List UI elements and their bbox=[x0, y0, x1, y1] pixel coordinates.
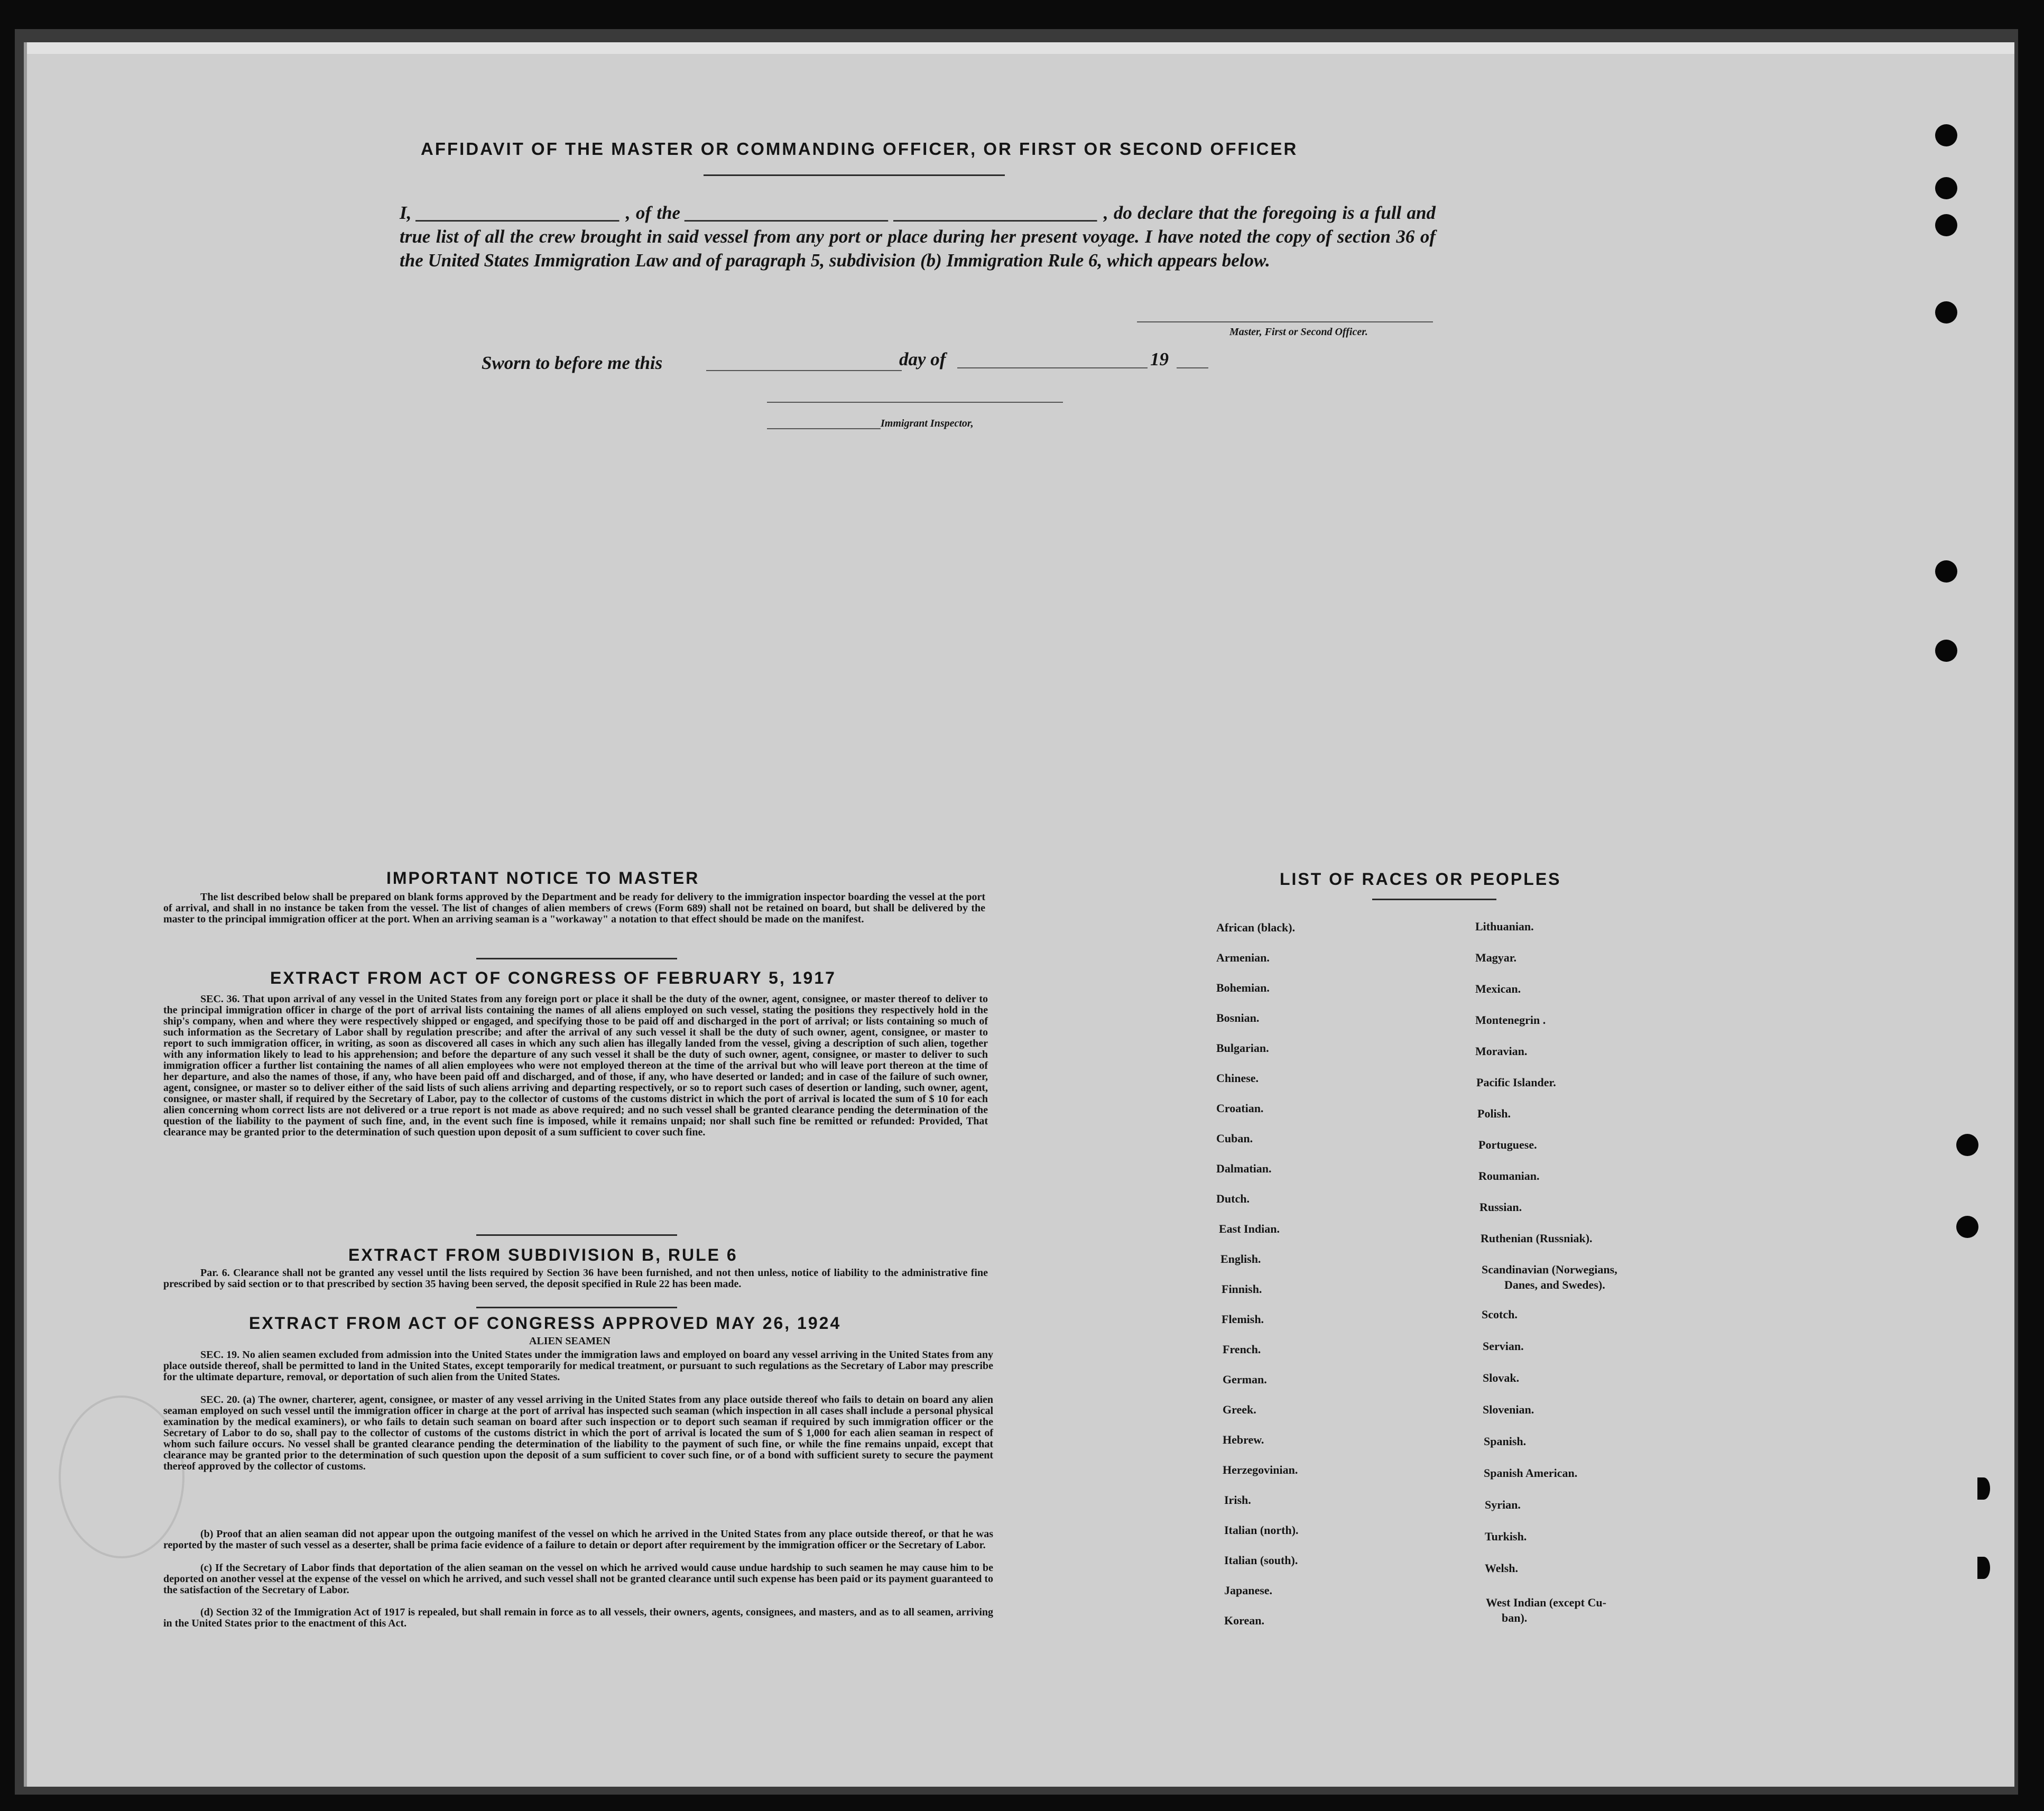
sworn-year-line bbox=[1177, 367, 1208, 368]
document-page bbox=[24, 42, 2014, 1787]
day-of-text: day of bbox=[899, 349, 946, 369]
race-item: Scotch. bbox=[1482, 1308, 1518, 1321]
race-item: Scandinavian (Norwegians, bbox=[1482, 1263, 1617, 1276]
extract-1924-subtitle: ALIEN SEAMEN bbox=[529, 1335, 611, 1347]
notice-title: IMPORTANT NOTICE TO MASTER bbox=[386, 868, 700, 888]
race-item: ban). bbox=[1502, 1611, 1528, 1624]
race-item: Danes, and Swedes). bbox=[1504, 1278, 1605, 1291]
race-item: Spanish American. bbox=[1484, 1466, 1578, 1480]
race-item: Moravian. bbox=[1475, 1045, 1528, 1058]
race-item: Mexican. bbox=[1475, 982, 1521, 995]
notice-rule bbox=[476, 958, 677, 959]
page-top-edge bbox=[27, 42, 2014, 54]
races-title: LIST OF RACES OR PEOPLES bbox=[1280, 870, 1561, 889]
inspector-label: Immigrant Inspector, bbox=[881, 418, 974, 429]
extract-1917-rule bbox=[476, 1234, 677, 1236]
affidavit-declaration: I, ______________________ , of the ______________________ ______________________ , do declare that the foregoing is a full and true list of all the crew brought in said vessel from any port or place during her present voyage. I have noted the copy of section 36 of the United States Immigration Law and of paragraph 5, subdivision (b) Immigration Rule 6, which appears below. bbox=[400, 202, 1436, 271]
race-item: Spanish. bbox=[1484, 1435, 1527, 1448]
race-item: Finnish. bbox=[1222, 1282, 1262, 1296]
year-prefix: 19 bbox=[1150, 349, 1169, 369]
race-item: African (black). bbox=[1216, 921, 1296, 934]
extract-rule6-rule bbox=[476, 1307, 677, 1308]
race-item: Italian (south). bbox=[1224, 1554, 1298, 1567]
race-item: Bosnian. bbox=[1216, 1011, 1260, 1024]
race-item: Magyar. bbox=[1475, 951, 1517, 964]
race-item: Cuban. bbox=[1216, 1132, 1253, 1145]
extract-rule6-title: EXTRACT FROM SUBDIVISION B, RULE 6 bbox=[348, 1245, 738, 1264]
race-item: Bulgarian. bbox=[1216, 1041, 1269, 1055]
binder-hole bbox=[1935, 214, 1957, 236]
sworn-text: Sworn to before me this bbox=[482, 353, 663, 373]
extract-1924-sec19: SEC. 19. No alien seamen excluded from admission into the United States under the immigration laws and employed on board any vessel arriving in the United States from any place outside thereof, shall be permitted to land in the United States, except temporarily for medical treatment, or pursuant to such regulations as the Secretary of Labor may prescribe for the ultimate departure, removal, or deportation of such alien from the United States. bbox=[163, 1349, 993, 1383]
extract-1924-title: EXTRACT FROM ACT OF CONGRESS APPROVED MAY 26, 1924 bbox=[249, 1314, 841, 1333]
binder-hole bbox=[1956, 1216, 1978, 1238]
race-item: Portuguese. bbox=[1478, 1138, 1537, 1151]
race-item: Herzegovinian. bbox=[1223, 1463, 1298, 1476]
race-item: East Indian. bbox=[1219, 1222, 1280, 1235]
binder-hole bbox=[1935, 177, 1957, 199]
binder-hole bbox=[1935, 560, 1957, 583]
race-item: German. bbox=[1223, 1373, 1267, 1386]
race-item: Montenegrin . bbox=[1475, 1013, 1546, 1027]
affidavit-title-rule bbox=[704, 174, 1005, 176]
extract-1917-text: SEC. 36. That upon arrival of any vessel in the United States from any foreign port or place it shall be the duty of the owner, agent, consignee, or master thereof to deliver to the principal immigration officer in charge of the port of arrival lists containing the names of all aliens employed on such vessel, stating the positions they respectively hold in the ship's company, when and where they were respectively shipped or engaged, and specifying those to be paid off and discharged in the port of arrival; or lists containing so much of such information as the Secretary of Labor shall by regulation prescribe; and after the arrival of any such vessel it shall be the duty of such owner, agent, consignee, or master to report to such immigration officer, in writing, as soon as discovered all cases in which any such alien has illegally landed from the vessel, giving a description of such alien, together with any information likely to lead to his apprehension; and before the departure of any such vessel it shall be the duty of such owner, agent, consignee, or master to deliver to such immigration officer a further list containing the names of all alien employees who were not employed thereon at the time of the arrival but who will leave port thereon at the time of her departure, and also the names of those, if any, who have been paid off and discharged, and of those, if any, who have deserted or landed; and in case of the failure of such owner, agent, consignee, or master so to deliver either of the said lists of such aliens arriving and departing respectively, or so to report such cases of desertion or landing, such owner, agent, consignee, or master shall, if required by the Secretary of Labor, pay to the collector of customs of the customs district in which the port of arrival is located the sum of $ 10 for each alien concerning whom correct lists are not delivered or a true report is not made as above required; and no such vessel shall be granted clearance pending the determination of the question of the liability to the payment of such fine, and, in the event such fine is imposed, while it remains unpaid; nor shall such fine be remitted or refunded: Provided, That clearance may be granted prior to the determination of such question upon deposit of a sum sufficient to cover such fine. bbox=[163, 993, 988, 1138]
races-title-rule bbox=[1372, 899, 1496, 900]
race-item: Dutch. bbox=[1216, 1192, 1250, 1205]
race-item: Korean. bbox=[1224, 1614, 1264, 1627]
extract-1924-sec20d: (d) Section 32 of the Immigration Act of 1917 is repealed, but shall remain in force as to all vessels, their owners, agents, consignees, and masters, and as to all seamen, arriving in the United States prior to the enactment of this Act. bbox=[163, 1606, 993, 1629]
race-item: Russian. bbox=[1479, 1200, 1522, 1214]
race-item: Syrian. bbox=[1485, 1498, 1521, 1511]
race-item: English. bbox=[1220, 1252, 1261, 1265]
race-item: Lithuanian. bbox=[1475, 920, 1534, 933]
race-item: French. bbox=[1223, 1343, 1261, 1356]
race-item: Armenian. bbox=[1216, 951, 1270, 964]
race-item: Italian (north). bbox=[1224, 1523, 1299, 1537]
binder-hole bbox=[1935, 640, 1957, 662]
extract-1917-title: EXTRACT FROM ACT OF CONGRESS OF FEBRUARY 5, 1917 bbox=[270, 968, 836, 987]
signature-line bbox=[1137, 321, 1433, 322]
binder-hole bbox=[1977, 1477, 1990, 1500]
race-item: Japanese. bbox=[1224, 1584, 1273, 1597]
extract-1924-sec20c: (c) If the Secretary of Labor finds that deportation of the alien seaman on the vessel on which he arrived would cause undue hardship to such seamen he may cause him to be deported on another vessel at the expense of the vessel on which he arrived, and such vessel shall not be granted clearance until such expense has been paid or its payment guaranteed to the satisfaction of the Secretary of Labor. bbox=[163, 1562, 993, 1596]
race-item: Ruthenian (Russniak). bbox=[1481, 1232, 1593, 1245]
extract-1924-sec20a: SEC. 20. (a) The owner, charterer, agent, consignee, or master of any vessel arriving in the United States from any place outside thereof who fails to detain on board any alien seaman employed on such vessel until the immigration officer in charge at the port of arrival has inspected such seaman (which inspection in all cases shall include a personal physical examination by the medical examiners), or who fails to detain such seaman on board after such inspection or to deport such seaman if required by such immigration officer or the Secretary of Labor to do so, shall pay to the collector of customs of the customs district in which the port of arrival is located the sum of $ 1,000 for each alien seaman in respect of whom such failure occurs. No vessel shall be granted clearance pending the determination of the liability to the payment of such fine, or while the fine remains unpaid, except that clearance may be granted prior to the determination of such question upon the deposit of a sum sufficient to cover such fine, or of a bond with sufficient surety to secure the payment thereof approved by the collector of customs. bbox=[163, 1394, 993, 1472]
extract-rule6-text: Par. 6. Clearance shall not be granted any vessel until the lists required by Section 36 have been furnished, and not then unless, notice of liability to the administrative fine prescribed by said section or to that prescribed by section 35 having been served, the deposit specified in Rule 22 has been made. bbox=[163, 1267, 988, 1290]
race-item: Welsh. bbox=[1485, 1561, 1518, 1575]
binder-hole bbox=[1956, 1134, 1978, 1156]
race-item: Bohemian. bbox=[1216, 981, 1270, 994]
binder-hole bbox=[1935, 124, 1957, 146]
race-item: West Indian (except Cu- bbox=[1486, 1596, 1606, 1609]
race-item: Dalmatian. bbox=[1216, 1162, 1272, 1175]
sworn-day-line bbox=[706, 370, 902, 371]
race-item: Irish. bbox=[1224, 1493, 1251, 1507]
signature-label: Master, First or Second Officer. bbox=[1229, 326, 1368, 338]
race-item: Croatian. bbox=[1216, 1102, 1264, 1115]
race-item: Servian. bbox=[1483, 1339, 1524, 1353]
extract-1924-sec20b: (b) Proof that an alien seaman did not appear upon the outgoing manifest of the vessel on which he arrived in the United States from any place outside thereof, or that he was reported by the master of such vessel as a deserter, shall be prima facie evidence of a failure to detain or deport after requirement by the immigration officer or the Secretary of Labor. bbox=[163, 1528, 993, 1551]
inspector-line bbox=[767, 428, 881, 429]
race-item: Hebrew. bbox=[1223, 1433, 1264, 1446]
notice-text: The list described below shall be prepared on blank forms approved by the Department and be ready for delivery to the immigration inspector boarding the vessel at the port of arrival, and shall in no instance be taken from the vessel. The list of changes of alien members of crews (Form 689) shall not be retained on board, but shall be delivered by the master to the principal immigration officer at the port. When an arriving seaman is a "workaway" a notation to that effect should be made on the manifest. bbox=[163, 891, 985, 925]
race-item: Turkish. bbox=[1485, 1530, 1527, 1543]
race-item: Polish. bbox=[1477, 1107, 1511, 1120]
race-item: Pacific Islander. bbox=[1476, 1076, 1556, 1089]
race-item: Roumanian. bbox=[1478, 1169, 1540, 1182]
race-item: Slovenian. bbox=[1483, 1403, 1534, 1416]
race-item: Greek. bbox=[1223, 1403, 1256, 1416]
binder-hole bbox=[1935, 301, 1957, 324]
binder-hole bbox=[1977, 1557, 1990, 1579]
inspector-line-top bbox=[767, 402, 1063, 403]
race-item: Chinese. bbox=[1216, 1071, 1259, 1085]
sworn-month-line bbox=[957, 367, 1148, 368]
affidavit-title: AFFIDAVIT OF THE MASTER OR COMMANDING OFFICER, OR FIRST OR SECOND OFFICER bbox=[421, 139, 1298, 159]
race-item: Flemish. bbox=[1222, 1313, 1264, 1326]
race-item: Slovak. bbox=[1483, 1371, 1520, 1384]
